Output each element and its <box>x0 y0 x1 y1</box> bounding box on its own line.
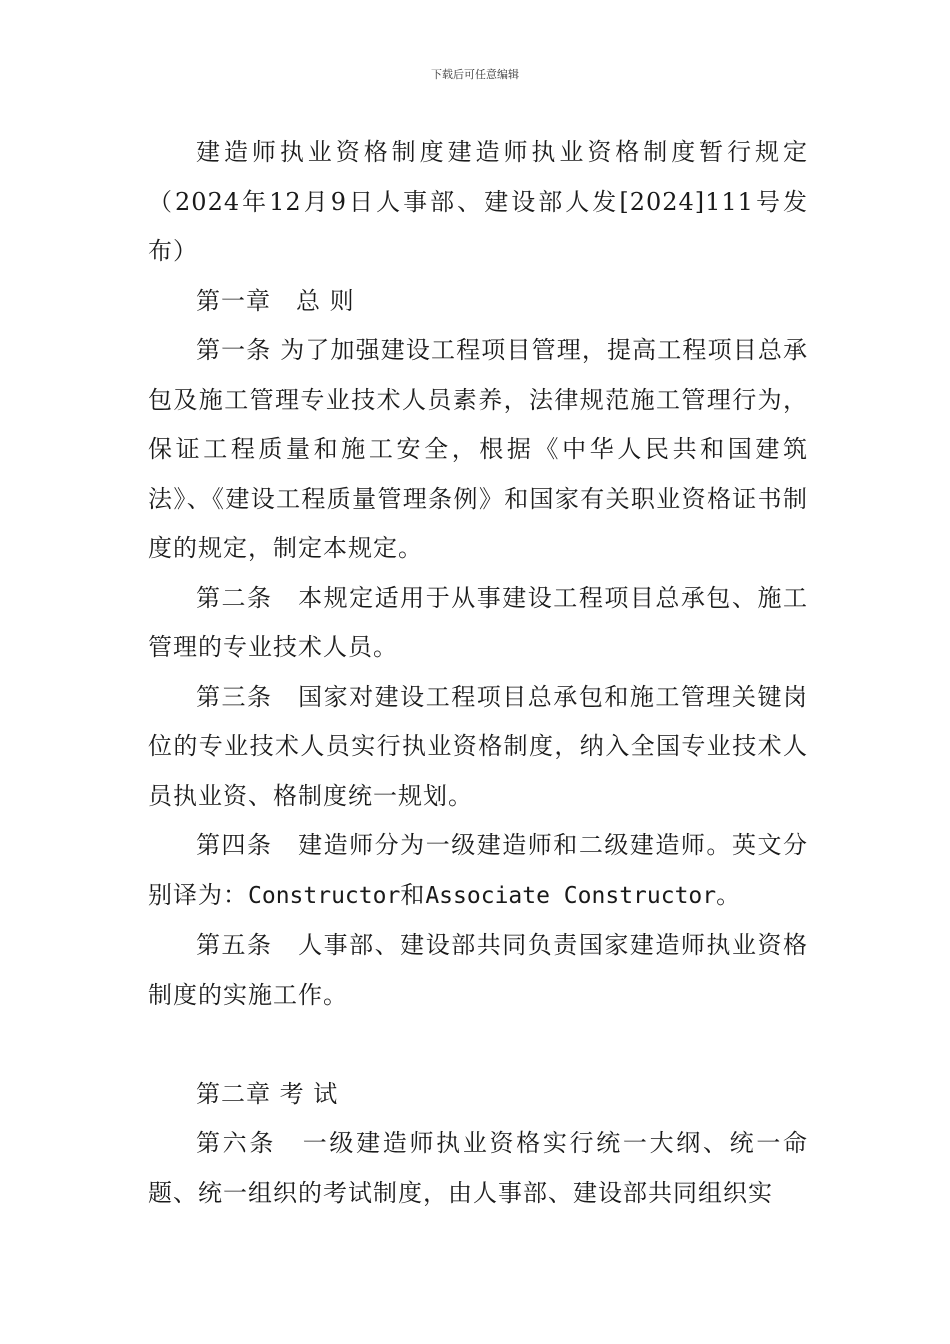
article-text: 和 <box>400 880 426 909</box>
chapter-heading: 第一章 总 则 <box>196 286 355 315</box>
article-text: 。 <box>716 880 742 909</box>
english-term: Associate Constructor <box>425 882 717 909</box>
article-paragraph: 第二条 本规定适用于从事建设工程项目总承包、施工管理的专业技术人员。 <box>148 583 808 661</box>
article-paragraph: 第五条 人事部、建设部共同负责国家建造师执业资格制度的实施工作。 <box>148 931 808 1009</box>
page-header-note: 下载后可任意编辑 <box>431 68 519 81</box>
chapter-heading: 第二章 考 试 <box>196 1079 339 1108</box>
document-title: 建造师执业资格制度建造师执业资格制度暂行规定（2024年12月9日人事部、建设部人发[2024]111号发布） <box>148 138 808 265</box>
article-paragraph <box>148 821 808 921</box>
article-paragraph: 第六条 一级建造师执业资格实行统一大纲、统一命题、统一组织的考试制度，由人事部、建设部共同组织实 <box>148 1129 808 1207</box>
article-text: 第四条 建造师分为一级建造师和二级建造师。英文分别译为： <box>148 831 808 909</box>
article-paragraph: 第一条 为了加强建设工程项目管理，提高工程项目总承包及施工管理专业技术人员素养，法律规范施工管理行为，保证工程质量和施工安全，根据《中华人民共和国建筑法》、《建设工程质量管理条例》和国家有关职业资格证书制度的规定，制定本规定。 <box>148 336 808 562</box>
article-paragraph: 第三条 国家对建设工程项目总承包和施工管理关键岗位的专业技术人员实行执业资格制度，纳入全国专业技术人员执业资、格制度统一规划。 <box>148 682 808 810</box>
english-term: Constructor <box>248 882 401 909</box>
document-body <box>148 128 808 1218</box>
